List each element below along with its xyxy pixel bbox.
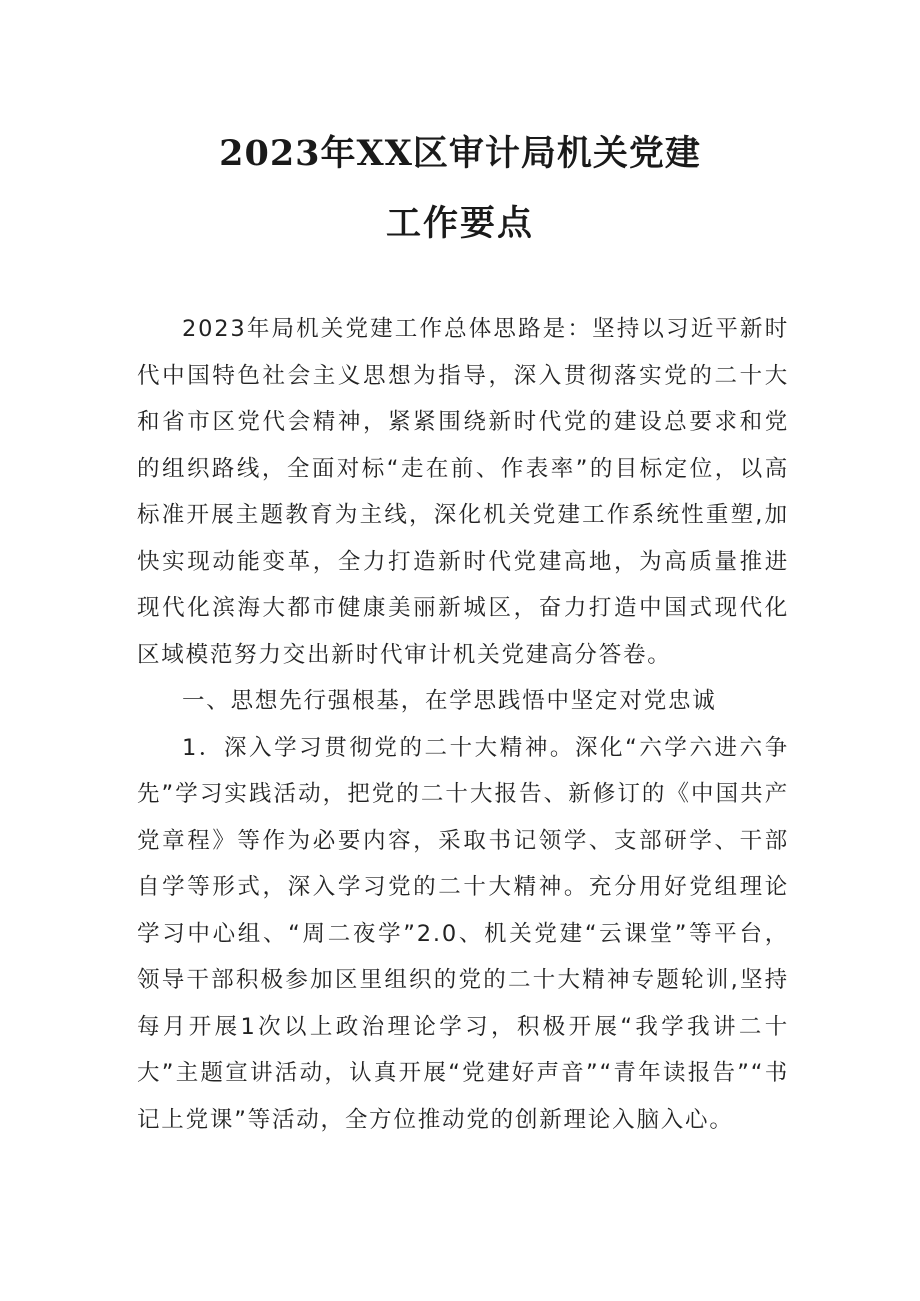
document-title-line-1: 2023年XX区审计局机关党建 bbox=[219, 133, 701, 174]
paragraph-item-1: 1．深入学习贯彻党的二十大精神。深化“六学六进六争先”学习实践活动，把党的二十大报告、新修订的《中国共产党章程》等作为必要内容，采取书记领学、支部研学、干部自学等形式，深入学习党的二十大精神。充分用好党组理论学习中心组、“周二夜学”2.0、机关党建“云课堂”等平台，领导干部积极参加区里组织的党的二十大精神专题轮训,坚持每月开展1次以上政治理论学习，积极开展“我学我讲二十大”主题宣讲活动，认真开展“党建好声音”“青年读报告”“书记上党课”等活动，全方位推动党的创新理论入脑入心。 bbox=[137, 734, 789, 1133]
document-body bbox=[137, 306, 789, 1143]
section-heading-1: 一、思想先行强根基，在学思践悟中坚定对党忠诚 bbox=[182, 688, 717, 714]
paragraph-overview: 2023年局机关党建工作总体思路是：坚持以习近平新时代中国特色社会主义思想为指导，深入贯彻落实党的二十大和省市区党代会精神，紧紧围绕新时代党的建设总要求和党的组织路线，全面对标“走在前、作表率”的目标定位，以高标准开展主题教育为主线，深化机关党建工作系统性重塑,加快实现动能变革，全力打造新时代党建高地，为高质量推进现代化滨海大都市健康美丽新城区，奋力打造中国式现代化区域模范努力交出新时代审计机关党建高分答卷。 bbox=[137, 316, 789, 668]
document-title-line-2: 工作要点 bbox=[385, 203, 534, 244]
